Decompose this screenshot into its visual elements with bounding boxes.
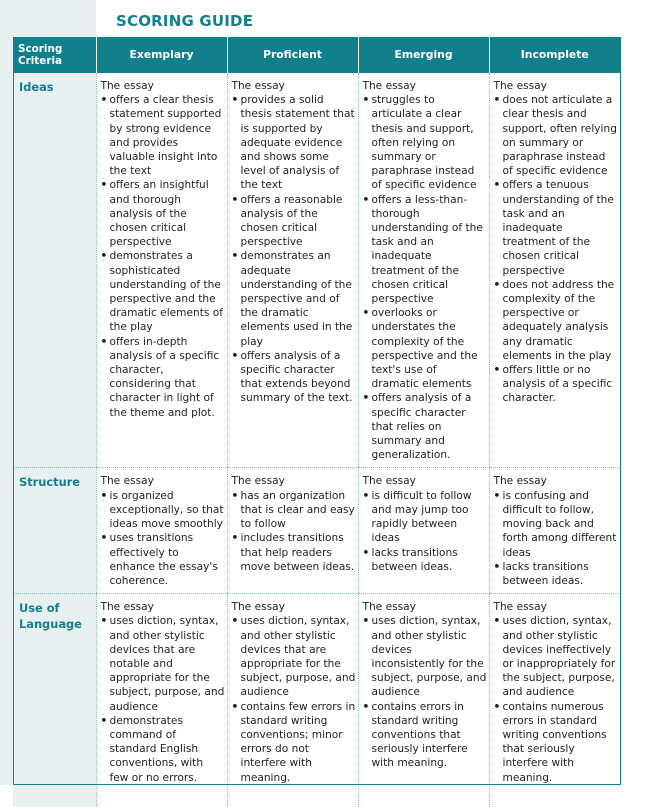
bullet-list <box>232 614 356 784</box>
header-proficient: Proficient <box>227 37 358 73</box>
cell-intro: The essay <box>231 80 285 92</box>
bullet-item: • offers analysis of a specific character that relies on summary and generalization. <box>363 391 487 462</box>
criteria-row <box>13 468 620 594</box>
cell-intro: The essay <box>100 601 154 614</box>
cell-exemplary <box>96 594 227 807</box>
bullet-item: • uses diction, syntax, and other stylistic devices ineffectively or inappropriately for the subject, purpose, and audience <box>494 614 619 699</box>
bullet-list <box>232 93 356 405</box>
bullet-item: • uses transitions effectively to enhance the essay's coherence. <box>101 531 225 588</box>
header-exemplary: Exemplary <box>96 37 227 73</box>
cell-emerging <box>358 468 489 594</box>
bullet-item: • lacks transitions between ideas. <box>363 546 487 574</box>
cell-intro: The essay <box>493 601 547 614</box>
bullet-item: • struggles to articulate a clear thesis and support, often relying on summary or paraphrase instead of specific evidence <box>363 93 487 192</box>
page-title: SCORING GUIDE <box>116 12 254 30</box>
bullet-item: • offers a tenuous understanding of the task and an inadequate treatment of the chosen critical perspective <box>494 178 619 277</box>
bullet-item: • is confusing and difficult to follow, moving back and forth among different ideas <box>494 489 619 560</box>
header-emerging: Emerging <box>358 37 489 73</box>
header-incomplete: Incomplete <box>489 37 620 73</box>
cell-incomplete <box>489 594 620 807</box>
bullet-list <box>494 93 619 405</box>
bullet-item: • includes transitions that help readers move between ideas. <box>232 531 356 574</box>
cell-intro: The essay <box>493 80 547 92</box>
cell-intro: The essay <box>231 475 285 488</box>
scoring-guide-table <box>13 37 620 807</box>
criterion-label: Ideas <box>13 73 96 468</box>
bullet-list <box>363 614 487 770</box>
header-row <box>13 37 620 73</box>
bullet-item: • does not address the complexity of the perspective or adequately analysis any dramatic elements in the play <box>494 278 619 363</box>
bullet-item: • contains few errors in standard writing conventions; minor errors do not interfere with meaning. <box>232 700 356 785</box>
bullet-list <box>363 489 487 574</box>
bullet-item: • demonstrates an adequate understanding of the perspective and of the dramatic elements used in the play <box>232 249 356 348</box>
bullet-item: • demonstrates a sophisticated understanding of the perspective and the dramatic elements of the play <box>101 249 225 334</box>
cell-intro: The essay <box>493 475 547 488</box>
cell-proficient <box>227 73 358 468</box>
bullet-list <box>101 489 225 588</box>
cell-intro: The essay <box>100 80 154 92</box>
bullet-list <box>101 614 225 784</box>
cell-intro: The essay <box>362 601 416 614</box>
bullet-item: • offers little or no analysis of a specific character. <box>494 363 619 406</box>
cell-emerging <box>358 594 489 807</box>
criterion-label: Use of Language <box>13 594 96 807</box>
criteria-row <box>13 594 620 807</box>
bullet-list <box>494 489 619 588</box>
bullet-item: • contains numerous errors in standard writing conventions that seriously interfere with meaning. <box>494 700 619 785</box>
cell-exemplary <box>96 73 227 468</box>
cell-emerging <box>358 73 489 468</box>
bullet-item: • has an organization that is clear and easy to follow <box>232 489 356 532</box>
cell-intro: The essay <box>362 475 416 488</box>
criterion-label: Structure <box>13 468 96 594</box>
bullet-item: • offers a clear thesis statement supported by strong evidence and provides valuable insight into the text <box>101 93 225 178</box>
bullet-list <box>101 93 225 420</box>
cell-proficient <box>227 468 358 594</box>
bullet-item: • overlooks or understates the complexity of the perspective and the text's use of dramatic elements <box>363 306 487 391</box>
bullet-item: • does not articulate a clear thesis and support, often relying on summary or paraphrase instead of specific evidence <box>494 93 619 178</box>
cell-intro: The essay <box>231 601 285 614</box>
bullet-list <box>363 93 487 462</box>
header-criteria: Scoring Criteria <box>13 37 96 73</box>
bullet-list <box>494 614 619 784</box>
cell-exemplary <box>96 468 227 594</box>
bullet-item: • provides a solid thesis statement that is supported by adequate evidence and shows some level of analysis of the text <box>232 93 356 192</box>
bullet-item: • is organized exceptionally, so that ideas move smoothly <box>101 489 225 532</box>
criteria-row <box>13 73 620 468</box>
bullet-item: • lacks transitions between ideas. <box>494 560 619 588</box>
cell-incomplete <box>489 73 620 468</box>
bullet-item: • demonstrates command of standard English conventions, with few or no errors. <box>101 714 225 785</box>
cell-incomplete <box>489 468 620 594</box>
bullet-item: • uses diction, syntax, and other stylistic devices that are notable and appropriate for the subject, purpose, and audience <box>101 614 225 713</box>
cell-intro: The essay <box>100 475 154 488</box>
bullet-item: • offers analysis of a specific character that extends beyond summary of the text. <box>232 349 356 406</box>
bullet-item: • offers a reasonable analysis of the chosen critical perspective <box>232 193 356 250</box>
cell-intro: The essay <box>362 80 416 92</box>
bullet-item: • offers in-depth analysis of a specific character, considering that character in light of the theme and plot. <box>101 335 225 420</box>
bullet-item: • is difficult to follow and may jump too rapidly between ideas <box>363 489 487 546</box>
bullet-list <box>232 489 356 574</box>
bullet-item: • uses diction, syntax, and other stylistic devices that are appropriate for the subject, purpose, and audience <box>232 614 356 699</box>
bullet-item: • offers an insightful and thorough analysis of the chosen critical perspective <box>101 178 225 249</box>
bullet-item: • uses diction, syntax, and other stylistic devices inconsistently for the subject, purpose, and audience <box>363 614 487 699</box>
bullet-item: • contains errors in standard writing conventions that seriously interfere with meaning. <box>363 700 487 771</box>
cell-proficient <box>227 594 358 807</box>
bullet-item: • offers a less-than-thorough understanding of the task and an inadequate treatment of the chosen critical perspective <box>363 193 487 307</box>
